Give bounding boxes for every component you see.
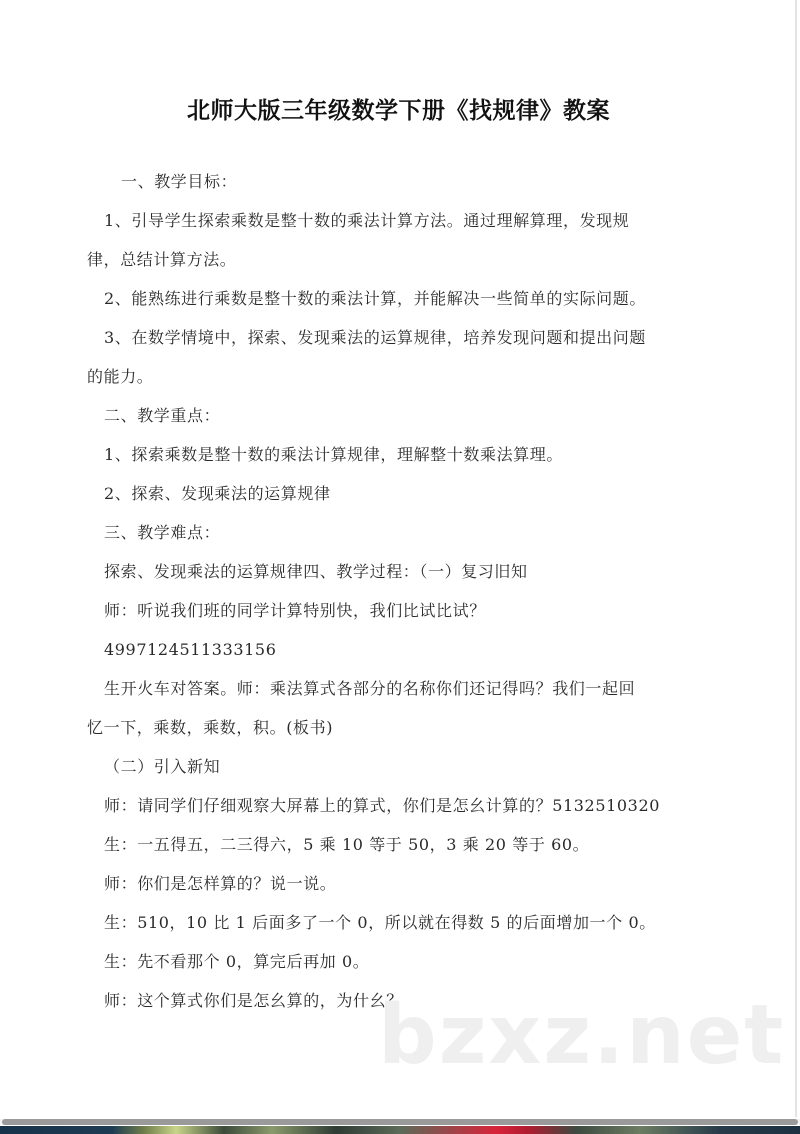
paragraph-line: 1、探索乘数是整十数的乘法计算规律，理解整十数乘法算理。 (104, 445, 563, 464)
horizontal-scrollbar[interactable] (0, 1119, 800, 1125)
paragraph-line: 生开火车对答案。师：乘法算式各部分的名称你们还记得吗？我们一起回 (104, 679, 636, 698)
paragraph-line: 4997124511333156 (104, 640, 277, 659)
paragraph-line: 师：这个算式你们是怎幺算的，为什幺？ (104, 991, 403, 1010)
paragraph-line: 2、能熟练进行乘数是整十数的乘法计算，并能解决一些简单的实际问题。 (104, 289, 646, 308)
paragraph-line: 生：510，10 比 1 后面多了一个 0，所以就在得数 5 的后面增加一个 0。 (104, 913, 656, 932)
section-heading-new-knowledge: （二）引入新知 (104, 757, 221, 776)
paragraph-line: 生：一五得五，二三得六，5 乘 10 等于 50，3 乘 20 等于 60。 (104, 835, 590, 854)
paragraph-line: 师：你们是怎样算的？说一说。 (104, 874, 337, 893)
section-heading-objectives: 一、教学目标： (121, 172, 238, 191)
paragraph-line: 2、探索、发现乘法的运算规律 (104, 484, 331, 503)
section-heading-difficulties: 三、教学难点： (104, 523, 221, 542)
paragraph-line: 律，总结计算方法。 (87, 250, 237, 269)
paragraph-line: 忆一下，乘数，乘数，积。(板书) (87, 718, 334, 737)
paragraph-line: 师：请同学们仔细观察大屏幕上的算式，你们是怎幺计算的？5132510320 (104, 796, 660, 815)
document-title: 北师大版三年级数学下册《找规律》教案 (187, 98, 610, 124)
paragraph-line: 探索、发现乘法的运算规律四、教学过程：（一）复习旧知 (104, 562, 528, 581)
section-heading-key-points: 二、教学重点： (104, 406, 221, 425)
scrollbar-thumb[interactable] (2, 1119, 798, 1125)
paragraph-line: 的能力。 (87, 367, 154, 386)
watermark: bzxz.net (378, 988, 786, 1083)
paragraph-line: 生：先不看那个 0，算完后再加 0。 (104, 952, 370, 971)
paragraph-line: 1、引导学生探索乘数是整十数的乘法计算方法。通过理解算理，发现规 (104, 211, 630, 230)
paragraph-line: 3、在数学情境中，探索、发现乘法的运算规律，培养发现问题和提出问题 (104, 328, 646, 347)
background-image-strip (0, 1126, 800, 1134)
paragraph-line: 师：听说我们班的同学计算特别快，我们比试比试？ (104, 601, 486, 620)
